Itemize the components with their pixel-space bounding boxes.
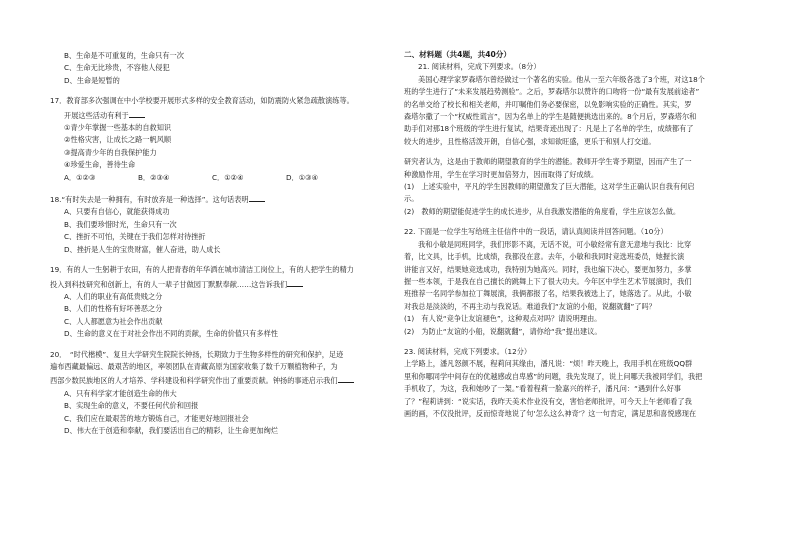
left-column <box>50 50 372 437</box>
q23-para-line-3: 手机收了，为这，我和她吵了一架。”看着程莉一脸嘉兴的样子，潘凡问：“遇到什么好事 <box>404 384 681 394</box>
q22-para-line-1: 我和小敏是同班同学，我们形影不离，无话不说，可小敏经常有意无意地与我比：比穿 <box>418 239 692 249</box>
q20-stem-line-3: 西部少数民族地区的人才培养、学科建设和科学研究作出了重要贡献。钟扬的事迹启示我们 <box>50 373 372 387</box>
q21-para1-line-3: 的名单交给了校长和相关老师，并叮嘱他们务必要保密，以免影响实验的正确性。其实，罗 <box>404 99 692 109</box>
q20-option-a: A、只有科学家才能创造生命的伟大 <box>64 388 177 398</box>
q23-para-line-1: 上学路上，潘凡怒颜不展，程莉问其缘由，潘凡说：“烦！昨天晚上，我用手机在班级QQ群 <box>404 359 693 369</box>
q21-para1-line-2: 班的学生进行了“未来发展趋势测验”。之后，罗森塔尔以赞许的口吻将一份“最有发展前途者” <box>404 87 700 97</box>
q21-para1-line-6: 较大的进步，且性格活泼开朗，自信心强，求知欲旺盛，更乐于和别人打交道。 <box>404 136 656 146</box>
q21-para2-line-1: 研究者认为，这是由于教师的期望教育的学生的潜能。教师开学生寄予期望，因而产生了一 <box>404 157 692 167</box>
q18-stem: 18.“有时失去是一种拥有，有时放弃是一种选择”。这句话表明 <box>50 192 372 206</box>
answer-blank <box>129 108 145 118</box>
q17-item-2: ②性格灾害，让成长之路一帆风顺 <box>64 135 172 145</box>
q21-para1-line-4: 森塔尔撒了一个“权威性谎言”，因为名单上的学生是随便挑选出来的。8个月后，罗森塔尔和 <box>404 112 697 122</box>
q16-option-b: B、生命是不可重复的，生命只有一次 <box>64 51 184 60</box>
q18-option-d: D、挫折是人生的宝贵财富，催人奋进，助人成长 <box>64 244 221 254</box>
q19-option-b: B、人们的性格有好坏善恶之分 <box>64 304 163 314</box>
q22-sub-2: (2) 为防止“友谊的小船，说翻就翻”，请你给“我”提出建议。 <box>404 326 602 336</box>
q22-para-line-3: 讲能言又好，结果她竞选成功，我特别为她高兴。同时，我也编下决心，要更加努力，多掌 <box>404 264 692 274</box>
q16-option-c: C、生命无比珍贵，不容他人侵犯 <box>64 63 170 73</box>
q17-stem-line-1: 17．教育部多次强调在中小学校要开展形式多样的安全教育活动，如防震防火紧急疏散演练等。 <box>50 96 354 106</box>
q19-option-c: C、人人都愿意为社会作出贡献 <box>64 316 163 326</box>
q22-para-line-6: 对我总是淡淡的，不再主动与我说话。难道我们“友谊的小船，说翻就翻”了吗？ <box>404 301 656 311</box>
q23-para-line-4: 了？”程莉讲到：“说实话，我昨天美术作业没有交，害怕老师批评，可今天上午老师看了我 <box>404 396 692 406</box>
q17-item-1: ①青少年掌握一些基本的自救知识 <box>64 123 172 133</box>
q17-item-4: ④珍爱生命，善待生命 <box>64 160 136 170</box>
q17-option-d: D．①③④ <box>286 172 319 182</box>
q22-para-line-5: 班推荐一名同学参加拉丁舞展演，我俩都报了名，结果我被选上了，她落选了。从此，小敏 <box>404 289 692 299</box>
q19-stem-line-2: 投入到科技研究和创新上，有的人一辈子甘做园丁默默奉献……这告诉我们 <box>50 277 372 291</box>
q22-para-line-4: 握一些本领，于是我在自己擅长的跳舞上下了很大功夫。今年区中学生艺术节展演时，我们 <box>404 276 692 286</box>
q18-option-b: B、我们要珍惜时光，生命只有一次 <box>64 219 177 229</box>
q17-option-c: C．①②④ <box>212 172 244 182</box>
answer-blank <box>287 277 303 287</box>
q19-stem-line-1: 19．有的人一生躬耕于农田，有的人把青春的年华洒在城市清洁工岗位上，有的人把学生的精力 <box>50 265 354 275</box>
q23-para-line-2: 里和你哪同学中间存在的优越感或自卑感”的问题，我先发现了，说上问哪天我被同学们，我把 <box>404 371 703 381</box>
q23-head: 23. 阅读材料，完成下列要求。（12分） <box>404 346 532 356</box>
q17-item-3: ③提高青少年的自我保护能力 <box>64 147 157 157</box>
q18-option-a: A、只要有自信心，就能获得成功 <box>64 207 170 217</box>
q21-para1-line-1: 美国心理学家罗森塔尔曾经做过一个著名的实验。他从一至六年级各选了3个班，对这18个 <box>418 74 705 84</box>
q23-para-line-5: 画的画，不仅没批评，反而惊奇地说了句‘怎么这么神奇’？这一句肯定，满足思和喜悦感现在 <box>404 408 697 418</box>
q22-head: 22. 下面是一位学生写给班主任信件中的一段话，请认真阅读并回答问题。（10分） <box>404 227 668 237</box>
q22-sub-1: (1) 有人说“竞争让友谊褪色”，这种观点对吗？请说明理由。 <box>404 314 602 324</box>
q20-stem-line-2: 遍布西藏最偏远、最艰苦的地区，率领团队在青藏高原为国家收集了数千万颗植物种子，为 <box>50 361 338 371</box>
right-column <box>404 50 754 420</box>
answer-blank <box>338 373 354 383</box>
q17-option-b: B．②③④ <box>138 172 170 182</box>
q22-para-line-2: 着，比文具，比手机，比成绩，我都没在意。去年，小敏和我同时竞选班委员，她握长演 <box>404 252 685 262</box>
q20-option-b: B、实现生命的意义，不要任何代价和回报 <box>64 401 199 411</box>
q18-option-c: C、挫折不可怕，关键在于我们怎样对待挫折 <box>64 232 206 242</box>
q21-para2-line-2: 种激励作用，学生在学习时更加倍努力，因而取得了好成绩。 <box>404 169 599 179</box>
q17-options <box>50 172 372 184</box>
q21-sub-1: (1) 上述实验中，平凡的学生因教师的期望激发了巨大潜能，这对学生正确认识自我有何启 <box>404 182 695 192</box>
q21-sub-1-cont: 示。 <box>404 194 419 204</box>
q21-para1-line-5: 助手们对那18个班级的学生进行复试，结果奇迹出现了：凡是上了名单的学生，成绩都有了 <box>404 124 694 134</box>
q19-option-a: A、人们的职业有高低贵贱之分 <box>64 291 163 301</box>
answer-blank <box>249 192 265 202</box>
q17-option-a: A．①②③ <box>64 172 96 182</box>
section-title: 二、材料题（共4题，共40分） <box>404 50 511 59</box>
q19-option-d: D、生命的意义在于对社会作出不同的贡献，生命的价值只有多样性 <box>64 329 278 339</box>
q20-option-d: D、伟大在于创造和奉献，我们要活出自己的精彩，让生命更加绚烂 <box>64 425 278 435</box>
q21-head: 21. 阅读材料，完成下列要求。（8分） <box>418 62 541 72</box>
q20-stem-line-1: 20． “时代楷模”、复旦大学研究生院院长钟扬，长期致力于生物多样性的研究和保护，足迹 <box>50 349 344 359</box>
q16-option-d: D、生命是短暂的 <box>64 75 120 85</box>
q20-option-c: C、我们应在最艰苦的地方锻炼自己，才能更好地回报社会 <box>64 413 249 423</box>
q17-stem-line-2: 开展这些活动有利于 <box>50 108 372 122</box>
q21-sub-2: (2) 教师的期望能促进学生的成长进步，从自我激发潜能的角度看，学生应该怎么做。 <box>404 206 681 216</box>
